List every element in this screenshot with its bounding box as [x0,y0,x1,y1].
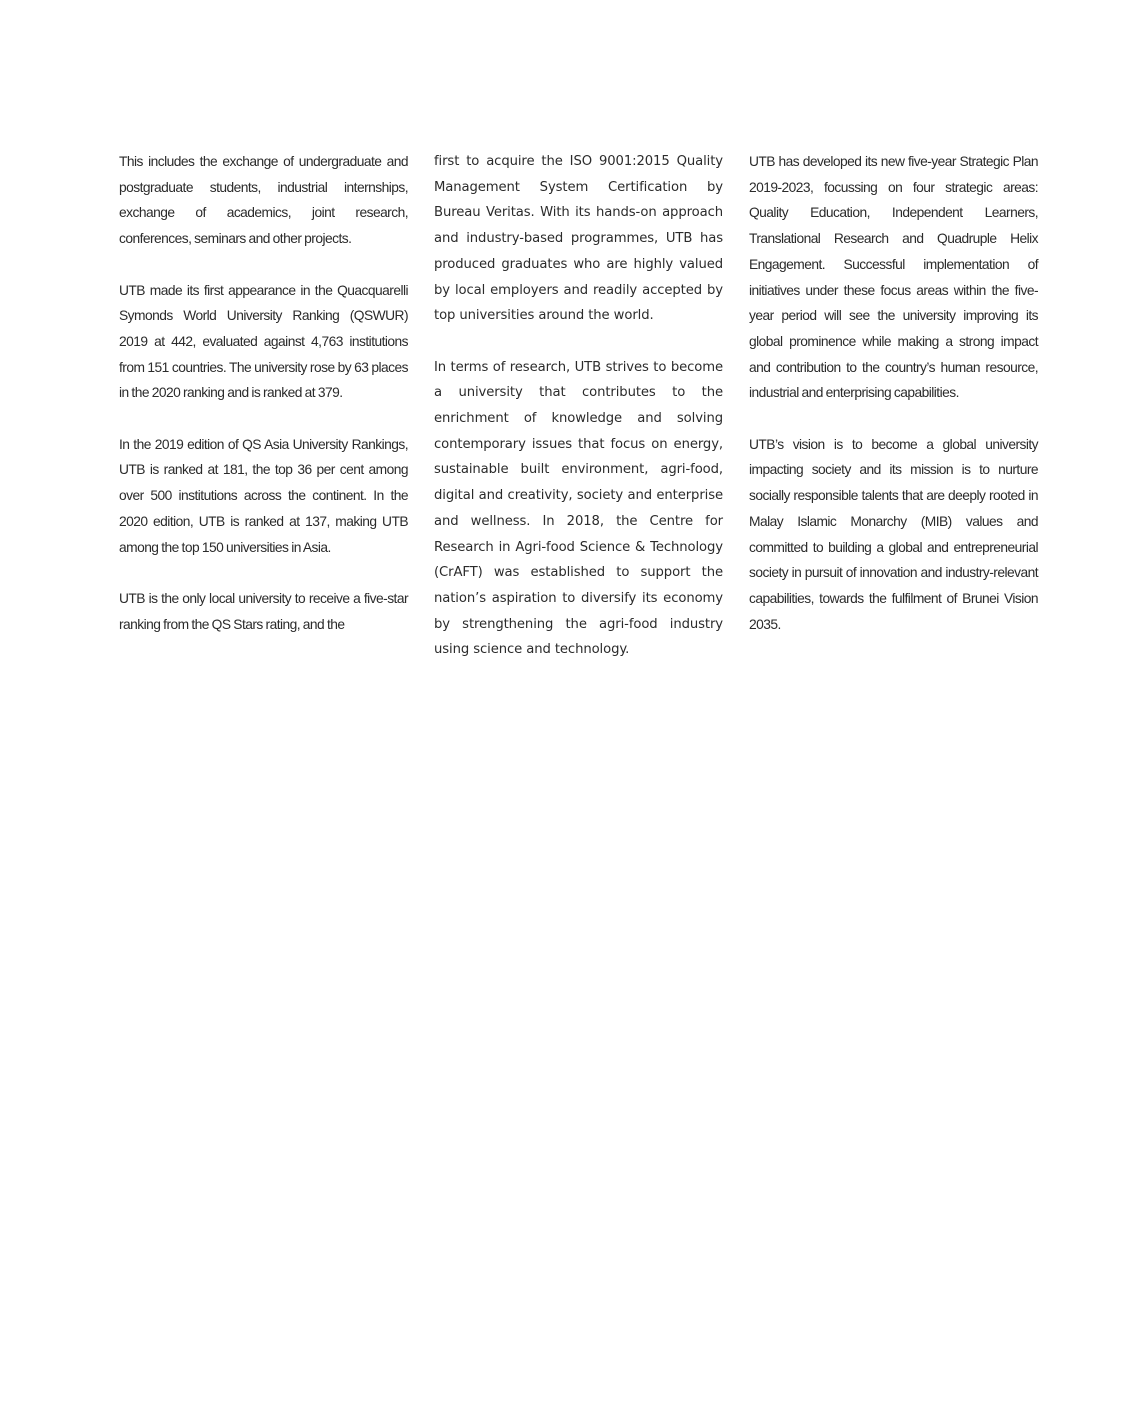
paragraph: UTB’s vision is to become a global university impacting society and its mission is to nurture socially responsible talents that are deeply rooted in Malay Islamic Monarchy (MIB) values and committed to building a global and entrepreneurial society in pursuit of innovation and industry-relevant capabilities, towards the fulfilment of Brunei Vision 2035. [749,436,1038,632]
paragraph: UTB has developed its new five-year Strategic Plan 2019-2023, focussing on four strategic areas: Quality Education, Independent Learners, Translational Research and Quadruple Helix Engagement. Successful implementation of initiatives under these focus areas within the five-year period will see the university improving its global prominence while making a strong impact and contribution to the country’s human resource, industrial and enterprising capabilities. [749,154,1038,401]
paragraph: UTB is the only local university to receive a five-star ranking from the QS Stars rating, and the [119,590,408,632]
column-right [749,149,1038,663]
paragraph: first to acquire the ISO 9001:2015 Quality Management System Certification by Bureau Veritas. With its hands-on approach and industry-based programmes, UTB has produced graduates who are highly valued by local employers and readily accepted by top universities around the world. [434,154,723,324]
column-middle [434,149,723,663]
paragraph: In the 2019 edition of QS Asia University Rankings, UTB is ranked at 181, the top 36 per cent among over 500 institutions across the continent. In the 2020 edition, UTB is ranked at 137, making UTB among the top 150 universities in Asia. [119,436,408,555]
paragraph: UTB made its first appearance in the Quacquarelli Symonds World University Ranking (QSWUR) 2019 at 442, evaluated against 4,763 institutions from 151 countries. The university rose by 63 places in the 2020 ranking and is ranked at 379. [119,282,408,401]
column-left [119,149,408,663]
paragraph: This includes the exchange of undergraduate and postgraduate students, industrial internships, exchange of academics, joint research, conferences, seminars and other projects. [119,154,408,247]
paragraph: In terms of research, UTB strives to become a university that contributes to the enrichment of knowledge and solving contemporary issues that focus on energy, sustainable built environment, agri-food, digital and creativity, society and enterprise and wellness. In 2018, the Centre for Research in Agri-food Science & Technology (CrAFT) was established to support the nation’s aspiration to diversify its economy by strengthening the agri-food industry using science and technology. [434,359,723,658]
text-columns [119,149,1040,663]
